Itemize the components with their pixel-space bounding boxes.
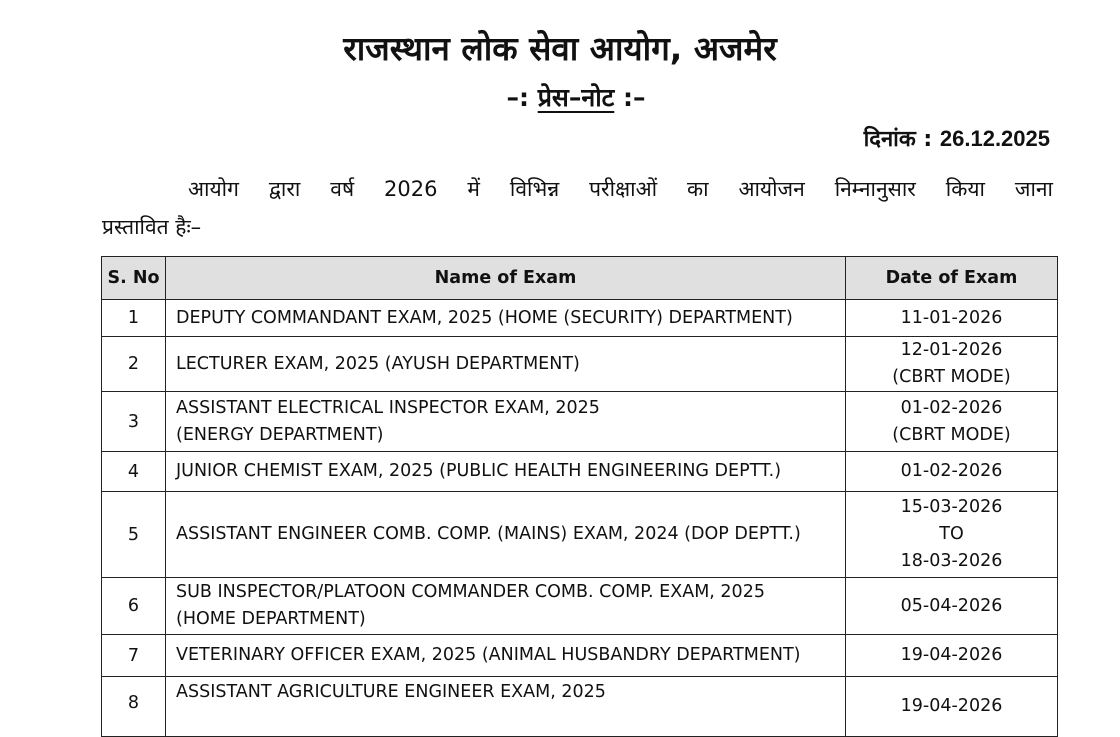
row-sno: 5 bbox=[102, 492, 166, 578]
intro-paragraph bbox=[102, 170, 1053, 246]
table-row bbox=[102, 392, 1058, 452]
date-value: 26.12.2025 bbox=[939, 126, 1050, 151]
exam-date-line: 11-01-2026 bbox=[900, 307, 1003, 328]
page-title: राजस्थान लोक सेवा आयोग, अजमेर bbox=[343, 29, 777, 68]
header-sno: S. No bbox=[102, 257, 166, 300]
row-sno: 4 bbox=[102, 452, 166, 492]
exam-date-line: 15-03-2026 bbox=[900, 497, 1003, 517]
exam-name-line: JUNIOR CHEMIST EXAM, 2025 (PUBLIC HEALTH ENGINEERING DEPTT.) bbox=[176, 461, 782, 481]
date-line bbox=[864, 120, 1050, 159]
exam-name-line: (ENERGY DEPARTMENT) bbox=[176, 424, 384, 445]
subtitle-right-mark: :– bbox=[614, 83, 646, 112]
row-exam-date bbox=[846, 337, 1058, 392]
row-sno: 6 bbox=[102, 578, 166, 635]
intro-line-1: आयोग द्वारा वर्ष 2026 में विभिन्न परीक्षाओं का आयोजन निम्नानुसार किया जाना bbox=[188, 177, 1053, 201]
table-row bbox=[102, 578, 1058, 635]
row-sno: 3 bbox=[102, 392, 166, 452]
exam-date-line: 19-04-2026 bbox=[900, 645, 1003, 665]
row-exam-date bbox=[846, 392, 1058, 452]
subtitle-left-mark: –: bbox=[506, 83, 538, 112]
row-exam-date bbox=[846, 300, 1058, 337]
row-sno: 2 bbox=[102, 337, 166, 392]
row-exam-name bbox=[166, 337, 846, 392]
table-row bbox=[102, 492, 1058, 578]
row-exam-date bbox=[846, 635, 1058, 677]
exam-name-line: ASSISTANT AGRICULTURE ENGINEER EXAM, 2025 bbox=[176, 682, 606, 702]
exam-name-line: (HOME DEPARTMENT) bbox=[176, 609, 366, 629]
row-exam-name bbox=[166, 578, 846, 635]
press-note-heading bbox=[0, 78, 1120, 118]
row-exam-name bbox=[166, 392, 846, 452]
row-sno: 8 bbox=[102, 677, 166, 737]
exam-date-line: 18-03-2026 bbox=[900, 551, 1003, 571]
row-exam-date bbox=[846, 677, 1058, 737]
row-exam-name bbox=[166, 452, 846, 492]
row-exam-name bbox=[166, 492, 846, 578]
exam-date-line: 01-02-2026 bbox=[900, 397, 1003, 418]
exam-date-line: TO bbox=[939, 524, 964, 544]
exam-date-line: 01-02-2026 bbox=[900, 461, 1003, 481]
table-row bbox=[102, 300, 1058, 337]
row-exam-date bbox=[846, 492, 1058, 578]
exam-schedule-table bbox=[101, 256, 1058, 737]
exam-date-line: (CBRT MODE) bbox=[892, 424, 1011, 445]
exam-date-line: 05-04-2026 bbox=[900, 595, 1003, 616]
exam-date-line: 12-01-2026 bbox=[900, 340, 1003, 360]
row-exam-name bbox=[166, 635, 846, 677]
table-row bbox=[102, 677, 1058, 737]
table-header-row bbox=[102, 257, 1058, 300]
row-sno: 7 bbox=[102, 635, 166, 677]
press-note-label: प्रेस–नोट bbox=[537, 83, 615, 112]
row-exam-date bbox=[846, 452, 1058, 492]
row-sno: 1 bbox=[102, 300, 166, 337]
exam-date-line: (CBRT MODE) bbox=[892, 367, 1011, 387]
row-exam-date bbox=[846, 578, 1058, 635]
exam-date-line: 19-04-2026 bbox=[900, 696, 1003, 716]
row-exam-name bbox=[166, 677, 846, 737]
header-exam-date: Date of Exam bbox=[846, 257, 1058, 300]
exam-name-line: DEPUTY COMMANDANT EXAM, 2025 (HOME (SECURITY) DEPARTMENT) bbox=[176, 307, 793, 328]
table-body bbox=[102, 300, 1058, 737]
table-row bbox=[102, 452, 1058, 492]
header-exam-name: Name of Exam bbox=[166, 257, 846, 300]
date-label: दिनांक : bbox=[863, 127, 940, 152]
exam-name-line: ASSISTANT ENGINEER COMB. COMP. (MAINS) EXAM, 2024 (DOP DEPTT.) bbox=[176, 524, 801, 544]
table-row bbox=[102, 635, 1058, 677]
intro-line-2: प्रस्तावित हैः– bbox=[102, 215, 202, 239]
exam-name-line: SUB INSPECTOR/PLATOON COMMANDER COMB. COMP. EXAM, 2025 bbox=[176, 582, 765, 602]
exam-name-line: LECTURER EXAM, 2025 (AYUSH DEPARTMENT) bbox=[176, 353, 580, 374]
exam-name-line: VETERINARY OFFICER EXAM, 2025 (ANIMAL HUSBANDRY DEPARTMENT) bbox=[176, 645, 801, 665]
exam-name-line: ASSISTANT ELECTRICAL INSPECTOR EXAM, 2025 bbox=[176, 397, 600, 418]
row-exam-name bbox=[166, 300, 846, 337]
table-row bbox=[102, 337, 1058, 392]
